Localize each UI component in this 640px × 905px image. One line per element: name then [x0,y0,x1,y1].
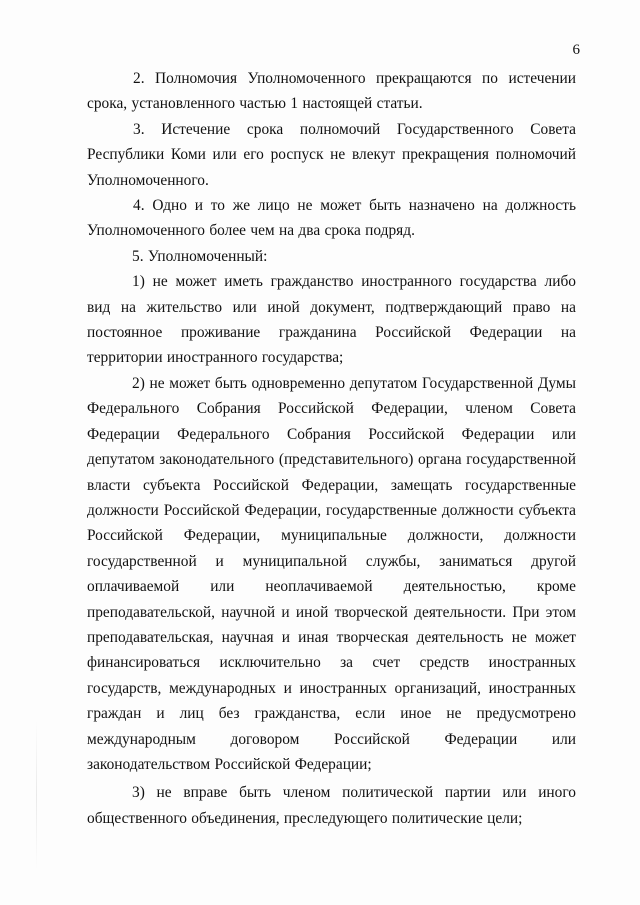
paragraph-item-4: 4. Одно и то же лицо не может быть назначено на должность Уполномоченного более чем на два срока подряд. [87,197,576,240]
page-number: 6 [572,42,580,58]
paragraph-subitem-1: 1) не может иметь гражданство иностранного государства либо вид на жительство или иной документ, подтверждающий право на постоянное проживание гражданина Российской Федерации на территории иностранного государства; [87,273,576,367]
paragraph-item-2: 2. Полномочия Уполномоченного прекращаются по истечении срока, установленного частью 1 настоящей статьи. [87,70,576,113]
paragraph-subitem-2: 2) не может быть одновременно депутатом Государственной Думы Федерального Собрания Российской Федерации, членом Совета Федерации Федерального Собрания Российской Федерации или депутатом законодательного (представительного) органа государственной власти субъекта Российской Федерации, замещать государственные должности Российской Федерации, государственные должности субъекта Российской Федерации, муниципальные должности, должности государственной и муниципальной службы, заниматься другой оплачиваемой или неоплачиваемой деятельностью, кроме преподавательской, научной и иной творческой деятельности. При этом преподавательская, научная и иная творческая деятельность не может финансироваться исключительно за счет средств иностранных государств, международных и иностранных организаций, иностранных граждан и лиц без гражданства, если иное не предусмотрено международным договором Российской Федерации или законодательством Российской Федерации; [87,374,576,773]
paragraph-item-5: 5. Уполномоченный: [132,247,268,265]
paragraph-item-3: 3. Истечение срока полномочий Государственного Совета Республики Коми или его роспуск не влекут прекращения полномочий Уполномоченного. [87,120,576,189]
document-body [87,66,576,831]
scan-artifact [36,720,37,870]
paragraph-subitem-3: 3) не вправе быть членом политической партии или иного общественного объединения, преследующего политические цели; [87,784,576,827]
